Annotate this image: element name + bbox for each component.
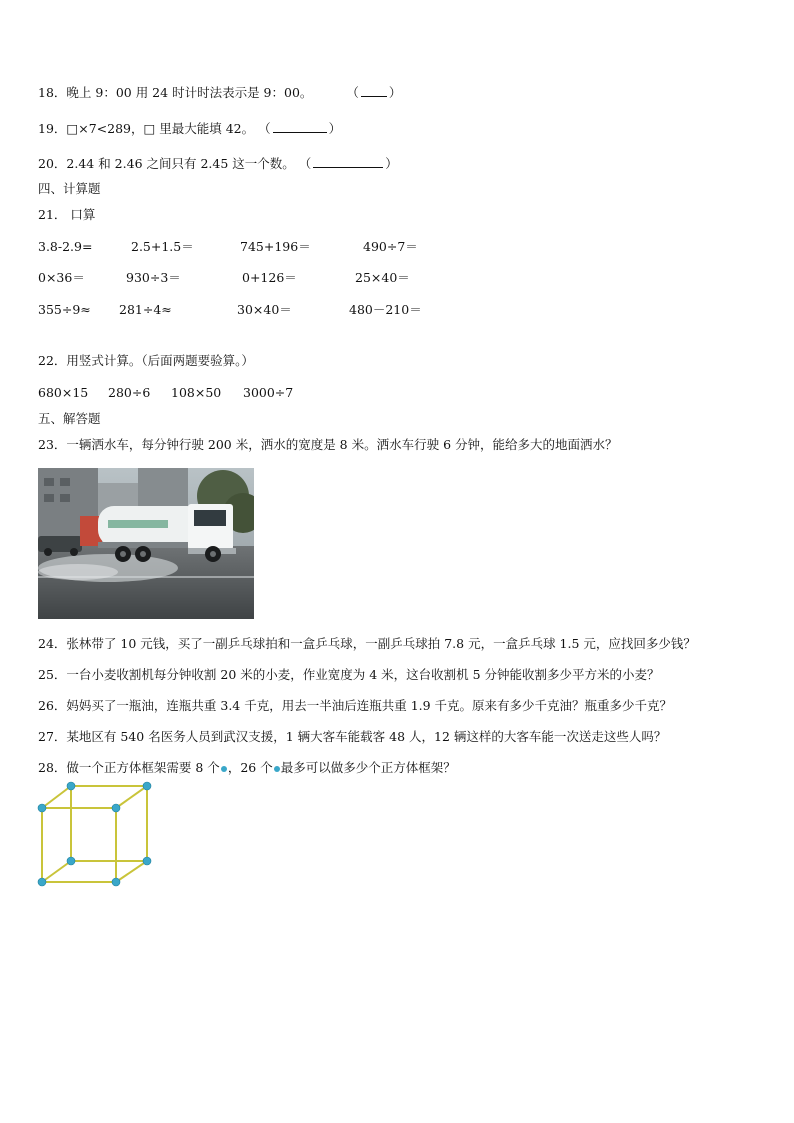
answer-paren-open: （ [346, 85, 359, 100]
question-20 [38, 155, 398, 172]
question-28-text-3: 最多可以做多少个正方体框架？ [280, 760, 456, 775]
question-28-text-2: ，26 个 [227, 760, 273, 775]
calc-item: 30×40＝ [237, 302, 292, 317]
question-23: 23．一辆洒水车，每分钟行驶 200 米，洒水的宽度是 8 米。洒水车行驶 6 分钟，能给多大的地面洒水？ [38, 437, 618, 452]
question-18 [38, 84, 401, 101]
question-19-text: 19．□×7<289，□ 里最大能填 42。 [38, 121, 255, 136]
answer-blank-18[interactable] [361, 84, 387, 97]
ball-joint-icon [221, 766, 227, 772]
answer-paren-close: ） [328, 121, 342, 136]
calc-item: 490÷7＝ [363, 239, 418, 254]
answer-paren-open: （ [258, 121, 271, 136]
answer-paren-open: （ [298, 156, 312, 171]
ball-joint-icon [274, 766, 280, 772]
question-28 [38, 760, 456, 776]
calc-item: 25×40＝ [355, 270, 410, 285]
question-21-title: 21． 口算 [38, 207, 96, 222]
question-25: 25．一台小麦收割机每分钟收割 20 米的小麦，作业宽度为 4 米，这台收割机 5 分钟能收割多少平方米的小麦？ [38, 667, 660, 682]
question-22-title: 22．用竖式计算。（后面两题要验算。） [38, 353, 254, 368]
sprinkler-truck-photo [38, 468, 254, 619]
calc-item: 281÷4≈ [119, 302, 172, 317]
cube-frame-icon [34, 780, 158, 892]
question-24: 24．张林带了 10 元钱，买了一副乒乓球拍和一盒乒乓球，一副乒乓球拍 7.8 元，一盒乒乓球 1.5 元，应找回多少钱？ [38, 636, 696, 651]
answer-blank-20[interactable] [313, 155, 383, 168]
calc-item: 745+196＝ [240, 239, 311, 254]
section-heading-5: 五、解答题 [38, 411, 101, 426]
vertical-calc-item: 3000÷7 [243, 385, 294, 400]
calc-item: 0+126＝ [242, 270, 297, 285]
calc-item: 3.8-2.9= [38, 239, 93, 254]
calc-item: 0×36＝ [38, 270, 85, 285]
calc-item: 2.5+1.5＝ [131, 239, 194, 254]
calc-item: 480－210＝ [349, 302, 422, 317]
question-20-text: 20．2.44 和 2.46 之间只有 2.45 这一个数。 [38, 156, 295, 171]
vertical-calc-item: 108×50 [171, 385, 222, 400]
calc-item: 930÷3＝ [126, 270, 181, 285]
question-19 [38, 120, 341, 137]
section-heading-4: 四、计算题 [38, 181, 101, 196]
answer-blank-19[interactable] [273, 120, 327, 133]
calc-item: 355÷9≈ [38, 302, 91, 317]
vertical-calc-item: 280÷6 [108, 385, 151, 400]
question-28-text-1: 28．做一个正方体框架需要 8 个 [38, 760, 220, 775]
answer-paren-close: ） [385, 156, 398, 171]
question-18-text: 18．晚上 9：00 用 24 时计时法表示是 9：00。 [38, 85, 313, 100]
answer-paren-close: ） [388, 85, 402, 100]
question-26: 26．妈妈买了一瓶油，连瓶共重 3.4 千克，用去一半油后连瓶共重 1.9 千克。原来有多少千克油？瓶重多少千克？ [38, 698, 673, 713]
vertical-calc-item: 680×15 [38, 385, 89, 400]
question-27: 27．某地区有 540 名医务人员到武汉支援，1 辆大客车能载客 48 人，12 辆这样的大客车能一次送走这些人吗？ [38, 729, 667, 744]
